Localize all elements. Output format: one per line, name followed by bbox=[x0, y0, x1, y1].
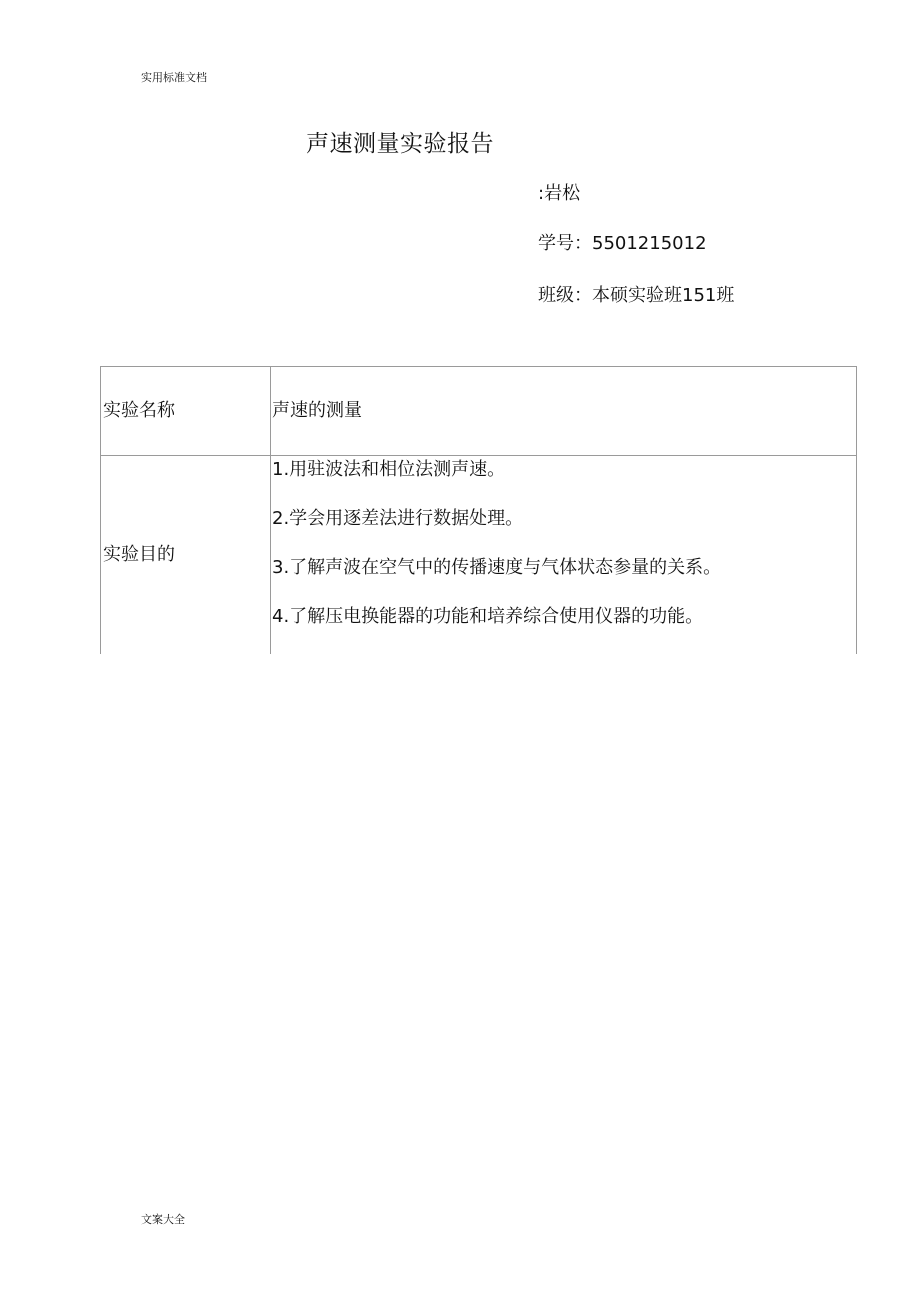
experiment-purpose-label: 实验目的 bbox=[101, 456, 271, 655]
purpose-item: 3.了解声波在空气中的传播速度与气体状态参量的关系。 bbox=[272, 557, 722, 578]
experiment-purpose-items bbox=[271, 456, 857, 655]
experiment-info-table bbox=[100, 366, 857, 654]
purpose-item: 1.用驻波法和相位法测声速。 bbox=[272, 459, 506, 480]
page-footer-note: 文案大全 bbox=[141, 1213, 185, 1226]
student-id-line: 学号：5501215012 bbox=[538, 233, 707, 254]
purpose-item: 4.了解压电换能器的功能和培养综合使用仪器的功能。 bbox=[272, 606, 704, 627]
table-row-experiment-purpose bbox=[101, 456, 857, 655]
experiment-name-value: 声速的测量 bbox=[271, 367, 857, 456]
page-header-note: 实用标准文档 bbox=[141, 71, 207, 84]
report-title: 声速测量实验报告 bbox=[306, 131, 494, 157]
purpose-item: 2.学会用逐差法进行数据处理。 bbox=[272, 508, 524, 529]
purpose-list bbox=[272, 457, 856, 654]
author-line: :岩松 bbox=[538, 183, 581, 204]
table-row-experiment-name bbox=[101, 367, 857, 456]
experiment-name-label: 实验名称 bbox=[101, 367, 271, 456]
class-line: 班级：本硕实验班151班 bbox=[538, 285, 735, 306]
